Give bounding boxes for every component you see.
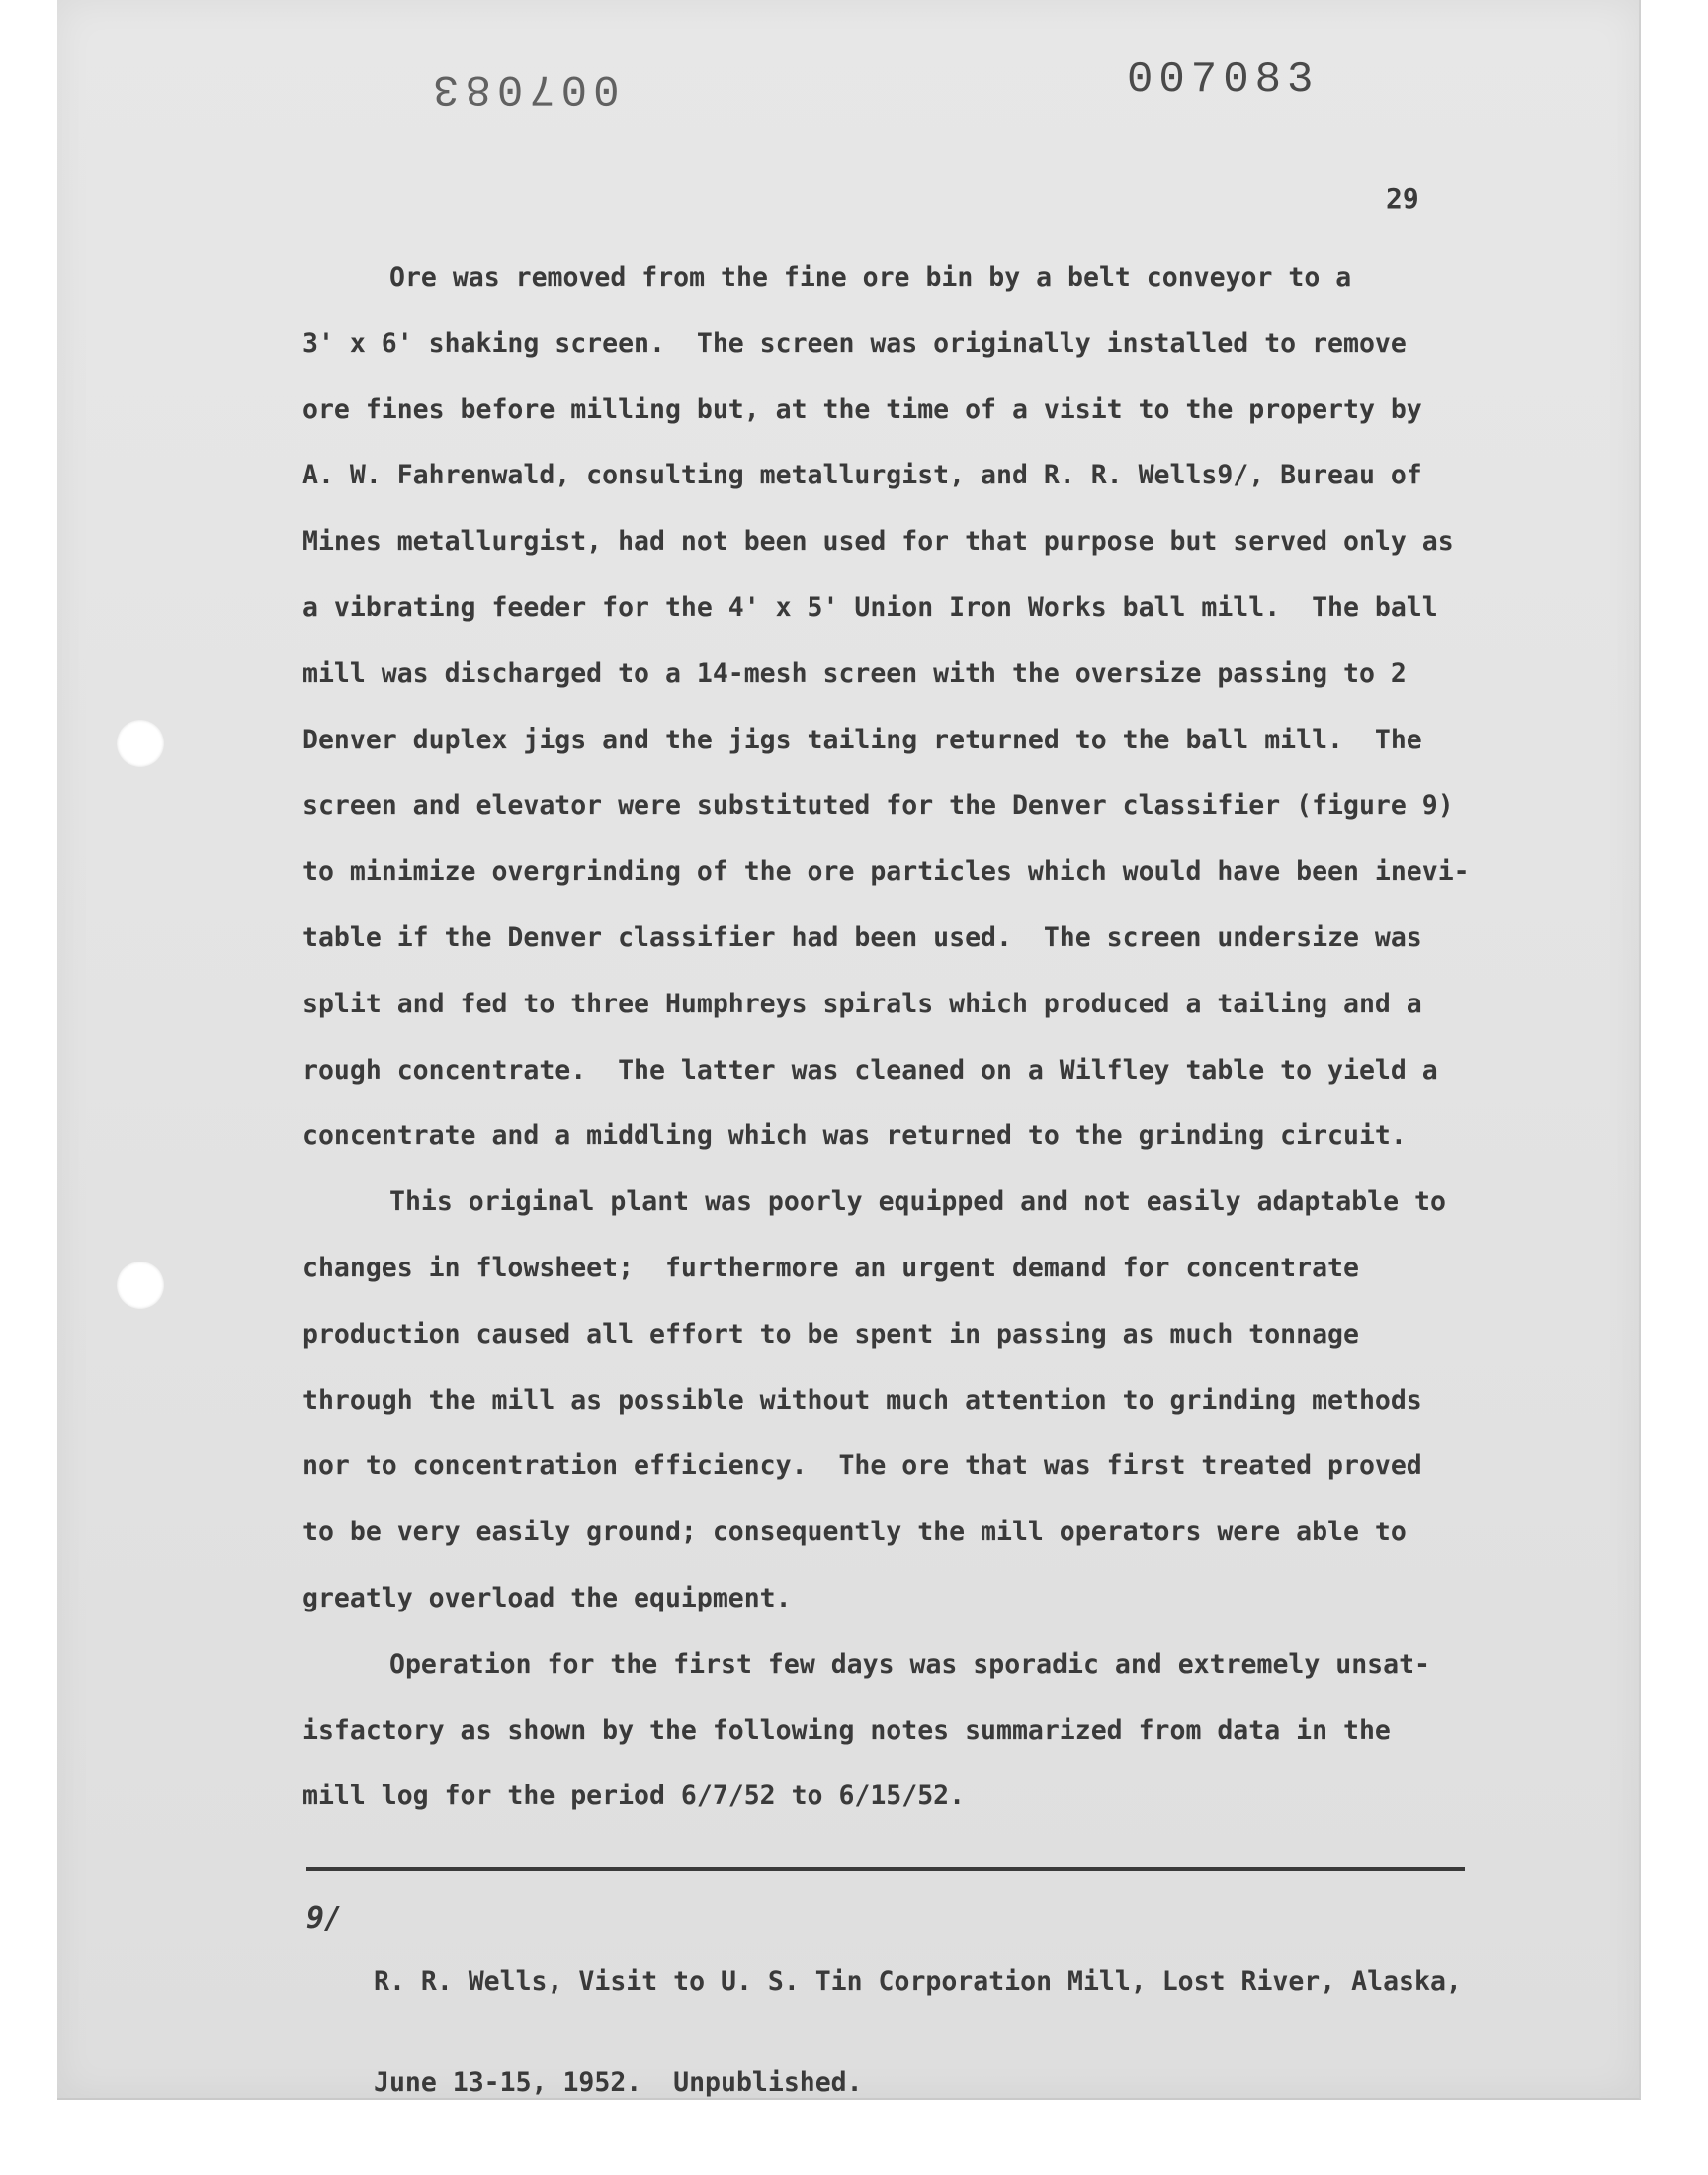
document-stamp: 007083 <box>1127 55 1320 105</box>
punch-hole <box>117 720 164 767</box>
text-line: changes in flowsheet; furthermore an urgent demand for concentrate <box>302 1252 1359 1283</box>
text-line: This original plant was poorly equipped and not easily adaptable to <box>389 1186 1446 1218</box>
text-line: mill log for the period 6/7/52 to 6/15/52. <box>302 1781 966 1812</box>
text-line: to be very easily ground; consequently the mill operators were able to <box>302 1517 1407 1548</box>
text-line: production caused all effort to be spent in passing as much tonnage <box>302 1318 1359 1349</box>
text-line: concentrate and a middling which was returned to the grinding circuit. <box>302 1120 1407 1152</box>
text-line: a vibrating feeder for the 4' x 5' Union Iron Works ball mill. The ball <box>302 591 1438 623</box>
body-text <box>302 245 1528 1830</box>
text-line: through the mill as possible without much attention to grinding methods <box>302 1384 1422 1416</box>
text-line: to minimize overgrinding of the ore particles which would have been inevi- <box>302 856 1470 888</box>
footnote-line: June 13-15, 1952. Unpublished. <box>374 2067 863 2098</box>
page-number: 29 <box>1386 182 1419 215</box>
text-line: screen and elevator were substituted for the Denver classifier (figure 9) <box>302 790 1454 822</box>
text-line: rough concentrate. The latter was cleaned on a Wilfley table to yield a <box>302 1054 1438 1086</box>
text-line: ore fines before milling but, at the time of a visit to the property by <box>302 393 1422 425</box>
text-line: nor to concentration efficiency. The ore that was first treated proved <box>302 1450 1422 1482</box>
document-stamp-mirrored: 007083 <box>427 63 620 113</box>
text-line: Mines metallurgist, had not been used for that purpose but served only as <box>302 526 1454 558</box>
text-line: Operation for the first few days was sporadic and extremely unsat- <box>389 1648 1430 1680</box>
footnote-line: R. R. Wells, Visit to U. S. Tin Corporation Mill, Lost River, Alaska, <box>374 1966 1462 1997</box>
text-line: split and fed to three Humphreys spirals which produced a tailing and a <box>302 988 1422 1019</box>
text-line: Denver duplex jigs and the jigs tailing returned to the ball mill. The <box>302 724 1422 755</box>
text-line: greatly overload the equipment. <box>302 1582 792 1613</box>
footnote-marker: 9/ <box>306 1901 343 1936</box>
footnote-body <box>374 1898 1462 2167</box>
text-line: A. W. Fahrenwald, consulting metallurgist, and R. R. Wells9/, Bureau of <box>302 460 1422 491</box>
punch-hole <box>117 1262 164 1309</box>
text-line: table if the Denver classifier had been used. The screen undersize was <box>302 921 1422 953</box>
text-line: mill was discharged to a 14-mesh screen with the oversize passing to 2 <box>302 657 1407 689</box>
text-line: 3' x 6' shaking screen. The screen was originally installed to remove <box>302 327 1407 359</box>
text-line: Ore was removed from the fine ore bin by a belt conveyor to a <box>389 262 1352 293</box>
text-line: isfactory as shown by the following notes summarized from data in the <box>302 1714 1391 1746</box>
footnote-divider <box>306 1867 1465 1870</box>
